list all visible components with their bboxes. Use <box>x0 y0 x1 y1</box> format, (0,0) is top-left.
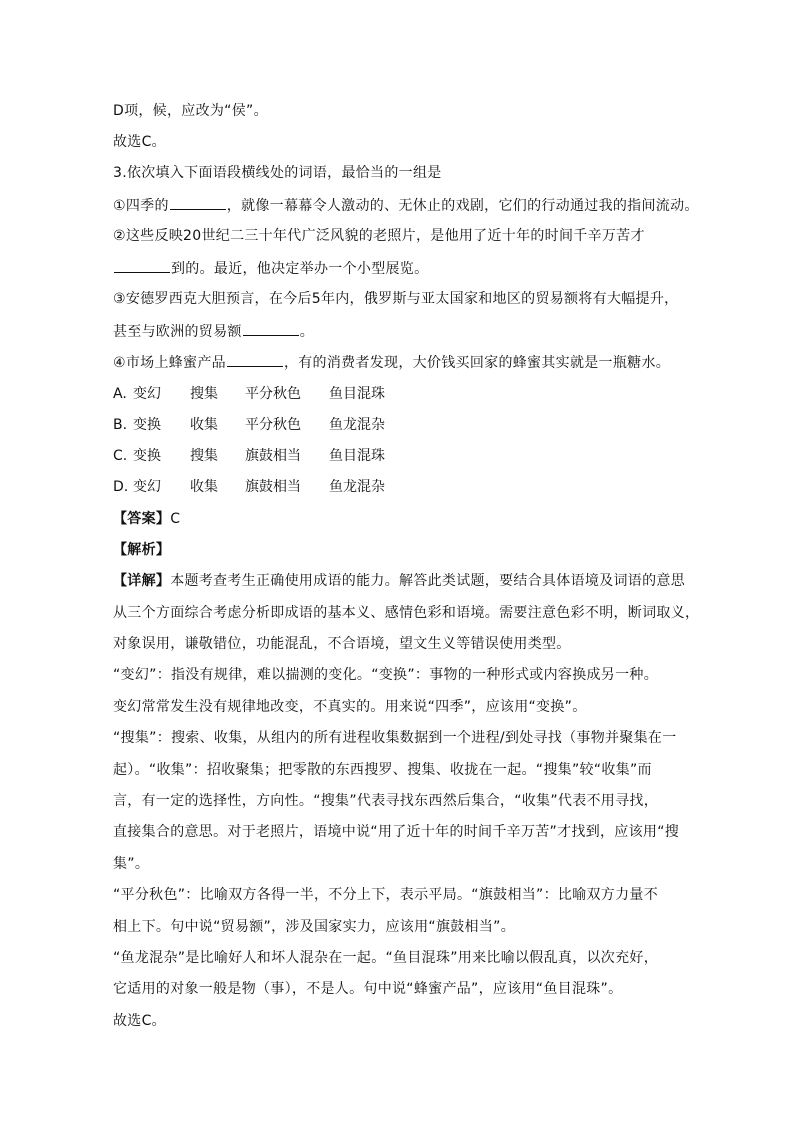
sentence-3: ③安德罗西克大胆预言，在今后5年内，俄罗斯与亚太国家和地区的贸易额将有大幅提升， <box>113 291 679 307</box>
answer-line <box>113 509 180 529</box>
option-word: 鱼龙混杂 <box>329 417 385 433</box>
option-label: A. <box>113 386 127 402</box>
option-word: 鱼龙混杂 <box>329 479 385 495</box>
option-label: B. <box>113 417 128 433</box>
text-line: “平分秋色”：比喻双方各得一半，不分上下，表示平局。“旗鼓相当”：比喻双方力量不 <box>113 887 659 903</box>
blank-line <box>114 258 170 273</box>
sentence-1 <box>113 195 699 216</box>
analysis-tag: 【解析】 <box>113 542 171 558</box>
text-line: 从三个方面综合考虑分析即成语的基本义、感情色彩和语境。需要注意色彩不明，断词取义， <box>113 605 700 621</box>
option-word: 变幻 <box>133 479 161 495</box>
option-word: 变换 <box>133 448 161 464</box>
detail-line <box>113 571 685 591</box>
sentence-text: 。 <box>299 324 315 340</box>
sentence-2: ②这些反映20世纪二三十年代广泛风貌的老照片，是他用了近十年的时间千辛万苦才 <box>113 228 645 244</box>
option-word: 鱼目混珠 <box>329 448 385 464</box>
text-line: 言，有一定的选择性，方向性。“搜集”代表寻找东西然后集合，“收集”代表不用寻找， <box>113 793 659 809</box>
option-label: D. <box>113 479 129 495</box>
blank-line <box>243 321 299 336</box>
sentence-3-cont <box>113 321 314 342</box>
answer-tag: 【答案】 <box>113 511 171 527</box>
detail-tag: 【详解】 <box>113 573 171 589</box>
text-line: 集”。 <box>113 856 150 872</box>
detail-text: 本题考查考生正确使用成语的能力。解答此类试题，要结合具体语境及词语的意思 <box>170 573 686 589</box>
option-word: 变幻 <box>133 386 161 402</box>
text-line: 对象误用，谦敬错位，功能混乱，不合语境，望文生义等错误使用类型。 <box>113 636 571 652</box>
option-word: 收集 <box>190 479 218 495</box>
option-word: 旗鼓相当 <box>245 448 301 464</box>
sentence-text: ，就像一幕幕令人激动的、无休止的戏剧，它们的行动通过我的指间流动。 <box>226 198 699 214</box>
sentence-text: 到的。最近，他决定举办一个小型展览。 <box>171 261 429 277</box>
sentence-4 <box>113 352 670 373</box>
sentence-text: 甚至与欧洲的贸易额 <box>113 324 242 340</box>
sentence-text: ①四季的 <box>113 198 169 214</box>
answer-value: C <box>170 511 181 527</box>
sentence-text: ④市场上蜂蜜产品 <box>113 355 226 371</box>
option-word: 收集 <box>190 417 218 433</box>
blank-line <box>227 352 283 367</box>
text-line: 直接集合的意思。对于老照片，语境中说“用了近十年的时间千辛万苦”才找到，应该用“搜 <box>113 824 680 840</box>
text-line: 它适用的对象一般是物（事），不是人。句中说“蜂蜜产品”，应该用“鱼目混珠”。 <box>113 981 623 997</box>
question-title: 3.依次填入下面语段横线处的词语，最恰当的一组是 <box>113 165 442 181</box>
blank-line <box>170 195 226 210</box>
option-word: 旗鼓相当 <box>245 479 301 495</box>
text-line: 相上下。句中说“贸易额”，涉及国家实力，应该用“旗鼓相当”。 <box>113 919 516 935</box>
option-word: 搜集 <box>190 386 218 402</box>
sentence-2-cont <box>113 258 428 279</box>
text-line: 起）。“收集”：招收聚集；把零散的东西搜罗、搜集、收拢在一起。“搜集”较“收集”而 <box>113 762 652 778</box>
text-line: 故选C。 <box>113 134 166 150</box>
option-word: 鱼目混珠 <box>329 386 385 402</box>
text-line: D项，候，应改为“侯”。 <box>113 103 268 119</box>
text-line: 故选C。 <box>113 1013 166 1029</box>
text-line: 变幻常常发生没有规律地改变，不真实的。用来说“四季”，应该用“变换”。 <box>113 699 587 715</box>
text-line: “变幻”：指没有规律，难以揣测的变化。“变换”：事物的一种形式或内容换成另一种。 <box>113 667 659 683</box>
option-word: 平分秋色 <box>245 417 301 433</box>
text-line: “鱼龙混杂”是比喻好人和坏人混杂在一起。“鱼目混珠”用来比喻以假乱真，以次充好， <box>113 950 659 966</box>
option-word: 搜集 <box>190 448 218 464</box>
text-line: “搜集”：搜索、收集，从组内的所有进程收集数据到一个进程/到处寻找（事物并聚集在一 <box>113 730 677 746</box>
option-word: 变换 <box>133 417 161 433</box>
sentence-text: ，有的消费者发现，大价钱买回家的蜂蜜其实就是一瓶糖水。 <box>283 355 671 371</box>
option-label: C. <box>113 448 128 464</box>
option-word: 平分秋色 <box>245 386 301 402</box>
